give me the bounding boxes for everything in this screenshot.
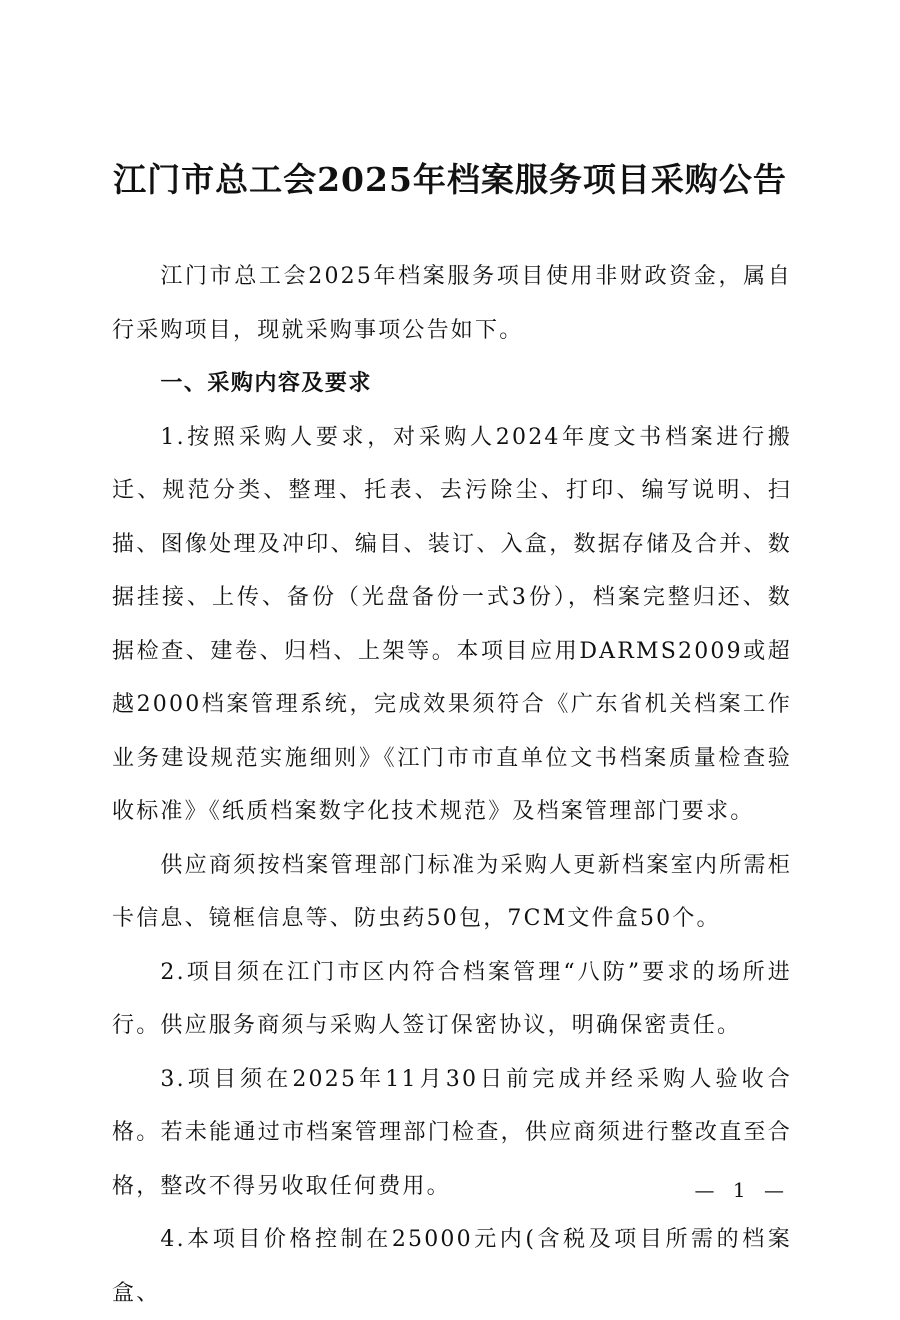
document-title: 江门市总工会2025年档案服务项目采购公告	[113, 160, 787, 199]
paragraph-item-1: 1.按照采购人要求，对采购人2024年度文书档案进行搬迁、规范分类、整理、托表、去污除尘、打印、编写说明、扫描、图像处理及冲印、编目、装订、入盒，数据存储及合并、数据挂接、上传、备份（光盘备份一式3份），档案完整归还、数据检查、建卷、归档、上架等。本项目应用DARMS2009或超越2000档案管理系统，完成效果须符合《广东省机关档案工作业务建设规范实施细则》《江门市市直单位文书档案质量检查验收标准》《纸质档案数字化技术规范》及档案管理部门要求。	[112, 424, 792, 824]
page-number: — 1 —	[694, 1178, 790, 1202]
paragraph-supplier-requirement: 供应商须按档案管理部门标准为采购人更新档案室内所需柜卡信息、镜框信息等、防虫药50包，7CM文件盒50个。	[112, 852, 792, 931]
paragraph-item-3: 3.项目须在2025年11月30日前完成并经采购人验收合格。若未能通过市档案管理部门检查，供应商须进行整改直至合格，整改不得另收取任何费用。	[112, 1066, 792, 1199]
section-heading: 一、采购内容及要求	[160, 371, 372, 396]
document-body	[112, 250, 792, 1320]
paragraph-item-2: 2.项目须在江门市区内符合档案管理“八防”要求的场所进行。供应服务商须与采购人签订保密协议，明确保密责任。	[112, 959, 792, 1038]
intro-paragraph: 江门市总工会2025年档案服务项目使用非财政资金，属自行采购项目，现就采购事项公告如下。	[112, 264, 792, 343]
paragraph-item-4: 4.本项目价格控制在25000元内(含税及项目所需的档案盒、	[112, 1227, 792, 1306]
